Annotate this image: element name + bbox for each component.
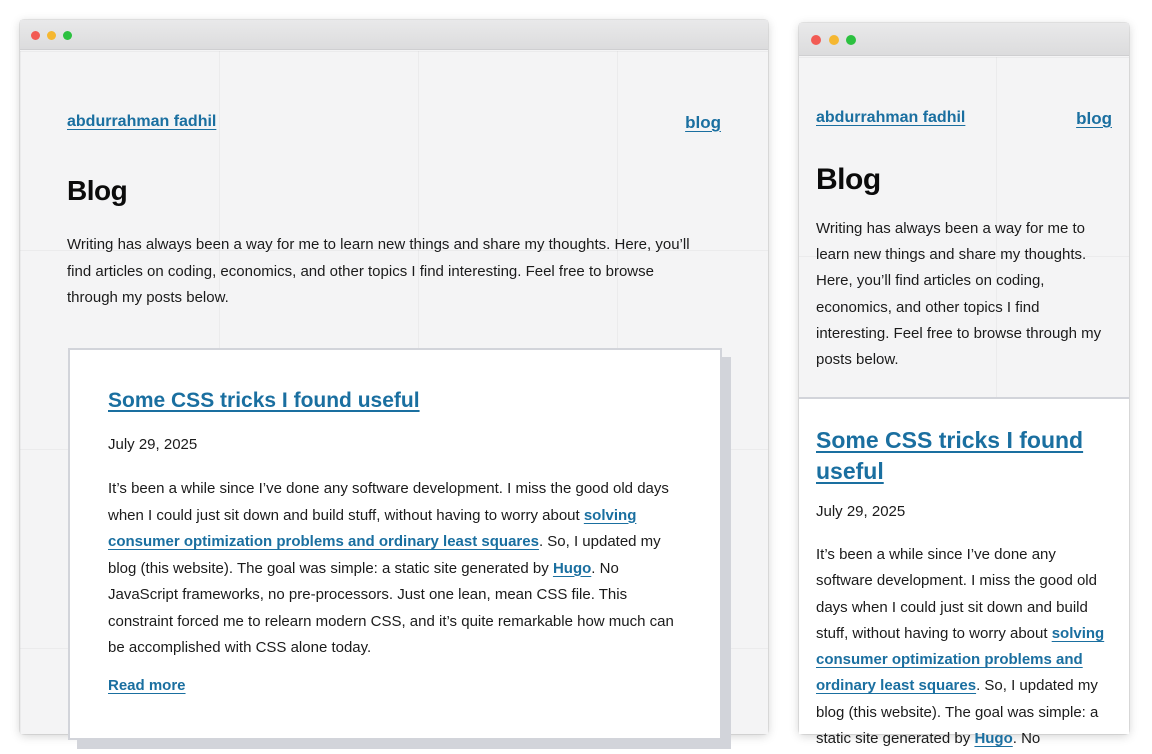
- nav-blog-link[interactable]: blog: [685, 113, 721, 132]
- optimization-post-link[interactable]: solving consumer optimization problems and ordinary least squares: [108, 506, 637, 550]
- post-title-link[interactable]: Some CSS tricks I found useful: [108, 389, 420, 412]
- post-excerpt-text: . No JavaScript frameworks, no pre-processors. Just one lean, mean CSS file. This constraint forced me to relearn modern CSS, and it’s quite remarkable how much can be accomplished with CSS alone today.: [108, 559, 674, 656]
- maximize-window-icon[interactable]: [846, 35, 856, 45]
- post-excerpt-text: . No: [1012, 730, 1041, 748]
- minimize-window-icon[interactable]: [47, 31, 56, 40]
- post-excerpt-text: . So, I updated my blog (this website). The goal was simple: a static site generated by: [816, 677, 1099, 748]
- read-more-link[interactable]: Read more: [108, 677, 186, 694]
- page-viewport: [20, 51, 768, 734]
- post-excerpt-text: It’s been a while since I’ve done any software development. I miss the good old days when I could just sit down and build stuff, without having to worry about: [108, 480, 669, 524]
- post-excerpt-text: It’s been a while since I’ve done any software development. I miss the good old days when I could just sit down and build stuff, without having to worry about: [816, 546, 1097, 642]
- post-title-link[interactable]: Some CSS tricks I found useful: [816, 427, 1084, 484]
- site-name-link[interactable]: abdurrahman fadhil: [816, 109, 966, 126]
- post-excerpt: [816, 542, 1116, 752]
- post-card: [799, 397, 1129, 748]
- post-date: July 29, 2025: [816, 503, 906, 520]
- page-intro: Writing has always been a way for me to learn new things and share my thoughts. Here, you’ll find articles on coding, economics, and other topics I find interesting. Feel free to browse through my posts below.: [67, 236, 690, 306]
- hugo-link[interactable]: Hugo: [552, 559, 592, 577]
- hugo-link[interactable]: Hugo: [974, 730, 1013, 748]
- window-titlebar: [20, 20, 768, 50]
- site-name-link[interactable]: abdurrahman fadhil: [67, 113, 217, 130]
- nav-blog-link[interactable]: blog: [1076, 109, 1112, 128]
- close-window-icon[interactable]: [811, 35, 821, 45]
- page-title: Blog: [67, 175, 128, 206]
- post-excerpt-text: . So, I updated my blog (this website). The goal was simple: a static site generated by: [108, 533, 661, 577]
- post-excerpt: [108, 476, 688, 662]
- mobile-browser-window: [799, 23, 1129, 748]
- page-title: Blog: [816, 163, 881, 196]
- desktop-browser-window: [20, 20, 768, 734]
- page-intro: Writing has always been a way for me to learn new things and share my thoughts. Here, you’ll find articles on coding, economics, and other topics I find interesting. Feel free to browse through my posts below.: [816, 220, 1102, 369]
- optimization-post-link[interactable]: solving consumer optimization problems and ordinary least squares: [816, 624, 1105, 695]
- close-window-icon[interactable]: [31, 31, 40, 40]
- maximize-window-icon[interactable]: [63, 31, 72, 40]
- minimize-window-icon[interactable]: [829, 35, 839, 45]
- page-viewport: [799, 57, 1129, 748]
- window-titlebar: [799, 23, 1129, 56]
- post-date: July 29, 2025: [108, 436, 198, 453]
- post-card: [68, 348, 722, 740]
